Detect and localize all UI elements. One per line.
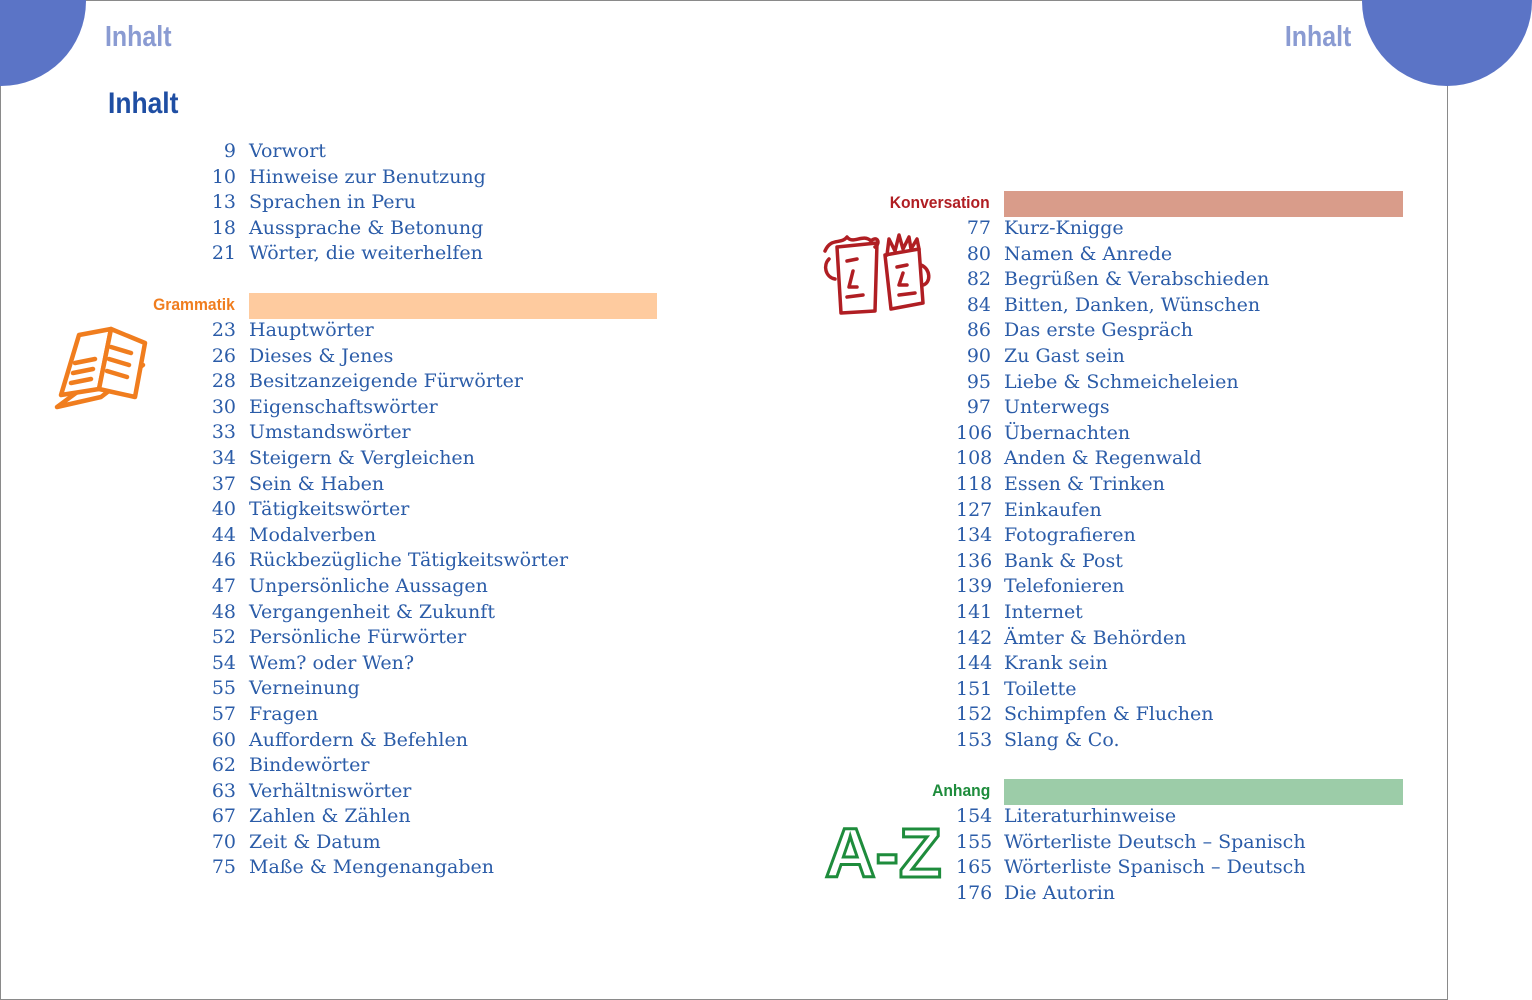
- entry-label: Rückbezügliche Tätigkeitswörter: [249, 549, 569, 572]
- open-book-icon: [51, 323, 149, 413]
- page-number: 57: [211, 702, 236, 725]
- entry-label: Maße & Mengenangaben: [249, 856, 494, 879]
- entry-label: Wörter, die weiterhelfen: [249, 242, 483, 265]
- entry-label: Unpersönliche Aussagen: [249, 574, 488, 597]
- page-number: 26: [211, 344, 236, 367]
- entry-label: Aussprache & Betonung: [249, 216, 484, 239]
- page-number: 151: [956, 677, 993, 700]
- entry-label: Persönliche Fürwörter: [249, 626, 467, 649]
- entry-label: Unterwegs: [1004, 396, 1110, 419]
- page-number: 37: [211, 472, 236, 495]
- entry-label: Tätigkeitswörter: [249, 498, 410, 521]
- page-number: 40: [211, 498, 236, 521]
- entry-label: Literaturhinweise: [1004, 805, 1177, 827]
- section-bar-anhang: [1004, 779, 1403, 805]
- page-number: 10: [211, 165, 236, 188]
- page-number: 141: [956, 600, 993, 623]
- page-title: Inhalt: [108, 87, 179, 120]
- section-heading-grammatik: Grammatik: [153, 295, 235, 314]
- page-number: 48: [211, 600, 236, 623]
- page-number: 152: [956, 703, 993, 726]
- entry-label: Bindewörter: [249, 754, 370, 777]
- page-number: 153: [956, 728, 993, 751]
- entry-label: Krank sein: [1004, 652, 1108, 675]
- entry-label: Dieses & Jenes: [249, 344, 394, 367]
- entry-label: Bitten, Danken, Wünschen: [1004, 293, 1261, 316]
- page-number: 90: [966, 344, 991, 367]
- page-number: 54: [211, 651, 236, 674]
- page-number: 139: [956, 575, 993, 598]
- page-number: 75: [211, 856, 236, 879]
- page-number: 82: [966, 268, 991, 291]
- section-bar-konversation: [1004, 191, 1403, 217]
- page-number: 33: [211, 421, 236, 444]
- page-number: 136: [956, 549, 993, 572]
- entry-label: Sein & Haben: [249, 472, 385, 495]
- entry-label: Begrüßen & Verabschieden: [1004, 268, 1270, 291]
- page-number: 30: [211, 395, 236, 418]
- page-number: 13: [211, 191, 236, 214]
- page-number: 52: [211, 626, 236, 649]
- page-number: 106: [956, 421, 993, 444]
- corner-decoration-right: [1362, 0, 1532, 86]
- entry-label: Einkaufen: [1004, 498, 1102, 521]
- page-number: 86: [966, 319, 991, 342]
- entry-label: Das erste Gespräch: [1004, 319, 1193, 342]
- page-number: 55: [211, 677, 236, 700]
- page-number: 165: [956, 856, 993, 879]
- page-number: 154: [956, 805, 993, 827]
- page-number: 67: [211, 805, 236, 828]
- page-number: 28: [211, 370, 236, 393]
- corner-decoration-left: [0, 0, 86, 86]
- entry-label: Wem? oder Wen?: [249, 651, 415, 674]
- page-number: 176: [956, 881, 993, 904]
- entry-label: Übernachten: [1004, 421, 1131, 444]
- entry-label: Verhältniswörter: [249, 779, 412, 802]
- page-number: 97: [966, 396, 991, 419]
- page-number: 95: [966, 370, 991, 393]
- entry-label: Slang & Co.: [1004, 728, 1120, 751]
- page-number: 155: [956, 830, 993, 853]
- two-faces-icon: [819, 229, 935, 317]
- entry-label: Telefonieren: [1004, 575, 1125, 598]
- entry-label: Umstandswörter: [249, 421, 411, 444]
- entry-label: Zahlen & Zählen: [249, 805, 411, 828]
- section-heading-konversation: Konversation: [890, 193, 990, 212]
- page-number: 127: [956, 498, 993, 521]
- page-number: 142: [956, 626, 993, 649]
- page-number: 21: [211, 242, 236, 265]
- running-header-left: Inhalt: [105, 21, 172, 53]
- entry-label: Kurz-Knigge: [1004, 217, 1124, 239]
- page-number: 144: [956, 652, 993, 675]
- entry-label: Hauptwörter: [249, 319, 374, 341]
- entry-label: Vergangenheit & Zukunft: [249, 600, 495, 623]
- entry-label: Besitzanzeigende Fürwörter: [249, 370, 523, 393]
- entry-label: Modalverben: [249, 523, 377, 546]
- page-number: 34: [211, 446, 236, 469]
- entry-label: Wörterliste Deutsch – Spanisch: [1004, 830, 1306, 853]
- entry-label: Hinweise zur Benutzung: [249, 165, 486, 188]
- entry-label: Sprachen in Peru: [249, 191, 416, 214]
- entry-label: Bank & Post: [1004, 549, 1123, 572]
- a-to-z-icon: [823, 807, 942, 905]
- page-number: 77: [966, 217, 991, 239]
- entry-label: Namen & Anrede: [1004, 242, 1173, 265]
- entry-label: Internet: [1004, 600, 1083, 623]
- page-number: 44: [211, 523, 236, 546]
- entry-label: Liebe & Schmeicheleien: [1004, 370, 1239, 393]
- page-number: 80: [966, 242, 991, 265]
- running-header-right: Inhalt: [1284, 21, 1351, 53]
- entry-label: Vorwort: [249, 140, 326, 162]
- section-heading-anhang: Anhang: [931, 781, 990, 800]
- page-number: 134: [956, 524, 993, 547]
- entry-label: Toilette: [1004, 677, 1077, 700]
- a-to-z-icon-text: A-Z: [825, 814, 942, 892]
- entry-label: Zu Gast sein: [1004, 344, 1125, 367]
- page-number: 84: [966, 293, 991, 316]
- entry-label: Verneinung: [249, 677, 360, 700]
- entry-label: Anden & Regenwald: [1004, 447, 1202, 470]
- page-number: 60: [211, 728, 236, 751]
- page-number: 63: [211, 779, 236, 802]
- page-number: 23: [211, 319, 236, 341]
- entry-label: Schimpfen & Fluchen: [1004, 703, 1214, 726]
- entry-label: Die Autorin: [1004, 881, 1116, 904]
- page-number: 18: [211, 216, 236, 239]
- page-number: 9: [223, 140, 236, 162]
- entry-label: Auffordern & Befehlen: [249, 728, 468, 751]
- entry-label: Fragen: [249, 702, 319, 725]
- entry-label: Zeit & Datum: [249, 830, 381, 853]
- entry-label: Wörterliste Spanisch – Deutsch: [1004, 856, 1306, 879]
- page-number: 70: [211, 830, 236, 853]
- page-number: 47: [211, 574, 236, 597]
- section-bar-grammatik: [249, 293, 657, 319]
- entry-label: Ämter & Behörden: [1004, 626, 1187, 649]
- page-number: 118: [956, 472, 993, 495]
- page-number: 108: [956, 447, 993, 470]
- page-number: 62: [211, 754, 236, 777]
- entry-label: Essen & Trinken: [1004, 472, 1165, 495]
- entry-label: Fotografieren: [1004, 524, 1136, 547]
- page-number: 46: [211, 549, 236, 572]
- entry-label: Eigenschaftswörter: [249, 395, 438, 418]
- entry-label: Steigern & Vergleichen: [249, 446, 475, 469]
